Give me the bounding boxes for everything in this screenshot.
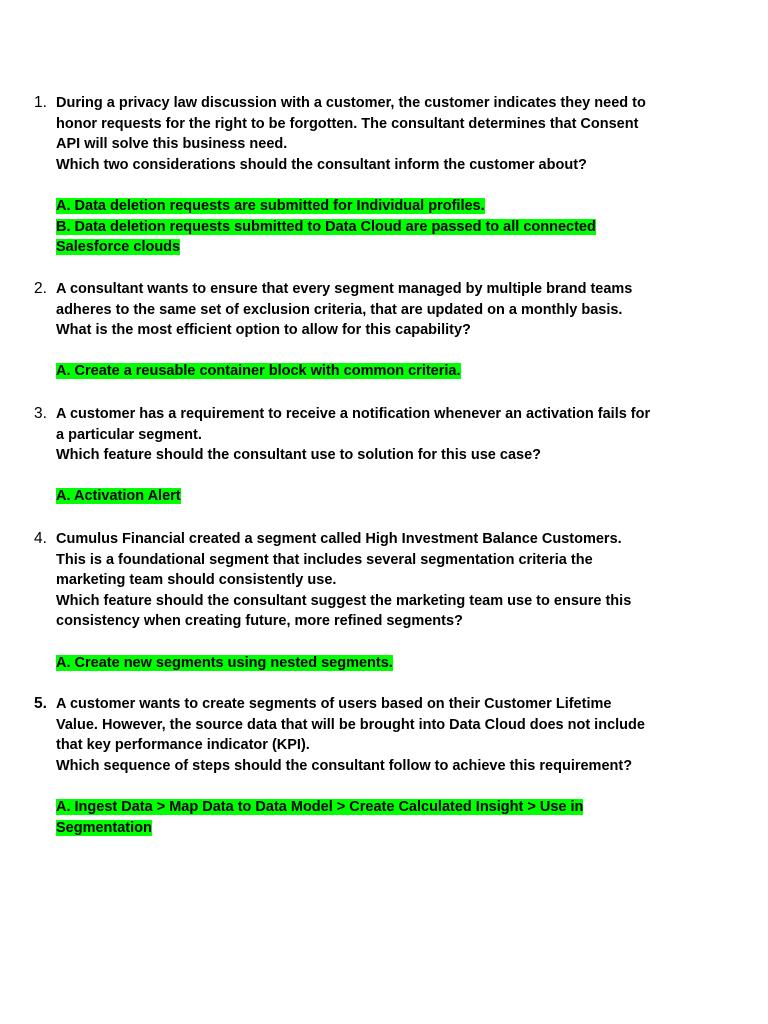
answer-block — [56, 361, 694, 382]
answer-block — [56, 196, 694, 258]
question-number: 2. — [34, 280, 47, 297]
question-text — [56, 93, 694, 175]
question-2 — [34, 279, 694, 382]
question-number: 5. — [34, 695, 47, 712]
question-text — [56, 279, 694, 341]
question-line: A customer has a requirement to receive a notification whenever an activation fails for — [56, 406, 651, 422]
question-line: Which sequence of steps should the consultant follow to achieve this requirement? — [56, 757, 633, 774]
question-line: Value. However, the source data that will be brought into Data Cloud does not include — [56, 716, 645, 733]
question-3 — [34, 404, 694, 507]
question-line: A customer wants to create segments of users based on their Customer Lifetime — [56, 696, 612, 712]
question-line: What is the most efficient option to allow for this capability? — [56, 322, 471, 339]
question-line: adheres to the same set of exclusion criteria, that are updated on a monthly basis. — [56, 301, 623, 318]
question-line: Which feature should the consultant suggest the marketing team use to ensure this — [56, 592, 632, 609]
question-line: marketing team should consistently use. — [56, 572, 337, 589]
question-1 — [34, 93, 694, 258]
question-line: that key performance indicator (KPI). — [56, 737, 310, 754]
question-line: honor requests for the right to be forgotten. The consultant determines that Consent — [56, 115, 639, 132]
question-text — [56, 529, 694, 632]
answer-block — [56, 653, 694, 674]
highlighted-answer: B. Data deletion requests submitted to Data Cloud are passed to all connected — [56, 218, 596, 235]
question-line: During a privacy law discussion with a customer, the customer indicates they need to — [56, 95, 646, 111]
question-number: 1. — [34, 94, 47, 111]
question-4 — [34, 529, 694, 673]
question-line: Which feature should the consultant use to solution for this use case? — [56, 447, 541, 464]
question-line: consistency when creating future, more refined segments? — [56, 613, 463, 630]
question-line: Which two considerations should the consultant inform the customer about? — [56, 156, 587, 173]
answer-block — [56, 486, 694, 507]
highlighted-answer: A. Create a reusable container block with common criteria. — [56, 363, 461, 380]
question-number: 4. — [34, 530, 47, 547]
highlighted-answer: A. Activation Alert — [56, 488, 181, 505]
question-line: A consultant wants to ensure that every segment managed by multiple brand teams — [56, 281, 633, 297]
answer-block — [56, 797, 694, 838]
question-line: API will solve this business need. — [56, 136, 288, 153]
highlighted-answer: Segmentation — [56, 819, 152, 836]
question-number: 3. — [34, 405, 47, 422]
highlighted-answer: A. Ingest Data > Map Data to Data Model > Create Calculated Insight > Use in — [56, 798, 584, 815]
question-5 — [34, 694, 694, 838]
highlighted-answer: A. Create new segments using nested segments. — [56, 654, 393, 671]
question-line: a particular segment. — [56, 426, 202, 443]
question-line: Cumulus Financial created a segment called High Investment Balance Customers. — [56, 531, 622, 547]
question-text — [56, 694, 694, 776]
highlighted-answer: A. Data deletion requests are submitted for Individual profiles. — [56, 197, 485, 214]
question-text — [56, 404, 694, 466]
question-line: This is a foundational segment that includes several segmentation criteria the — [56, 551, 593, 568]
highlighted-answer: Salesforce clouds — [56, 239, 181, 256]
